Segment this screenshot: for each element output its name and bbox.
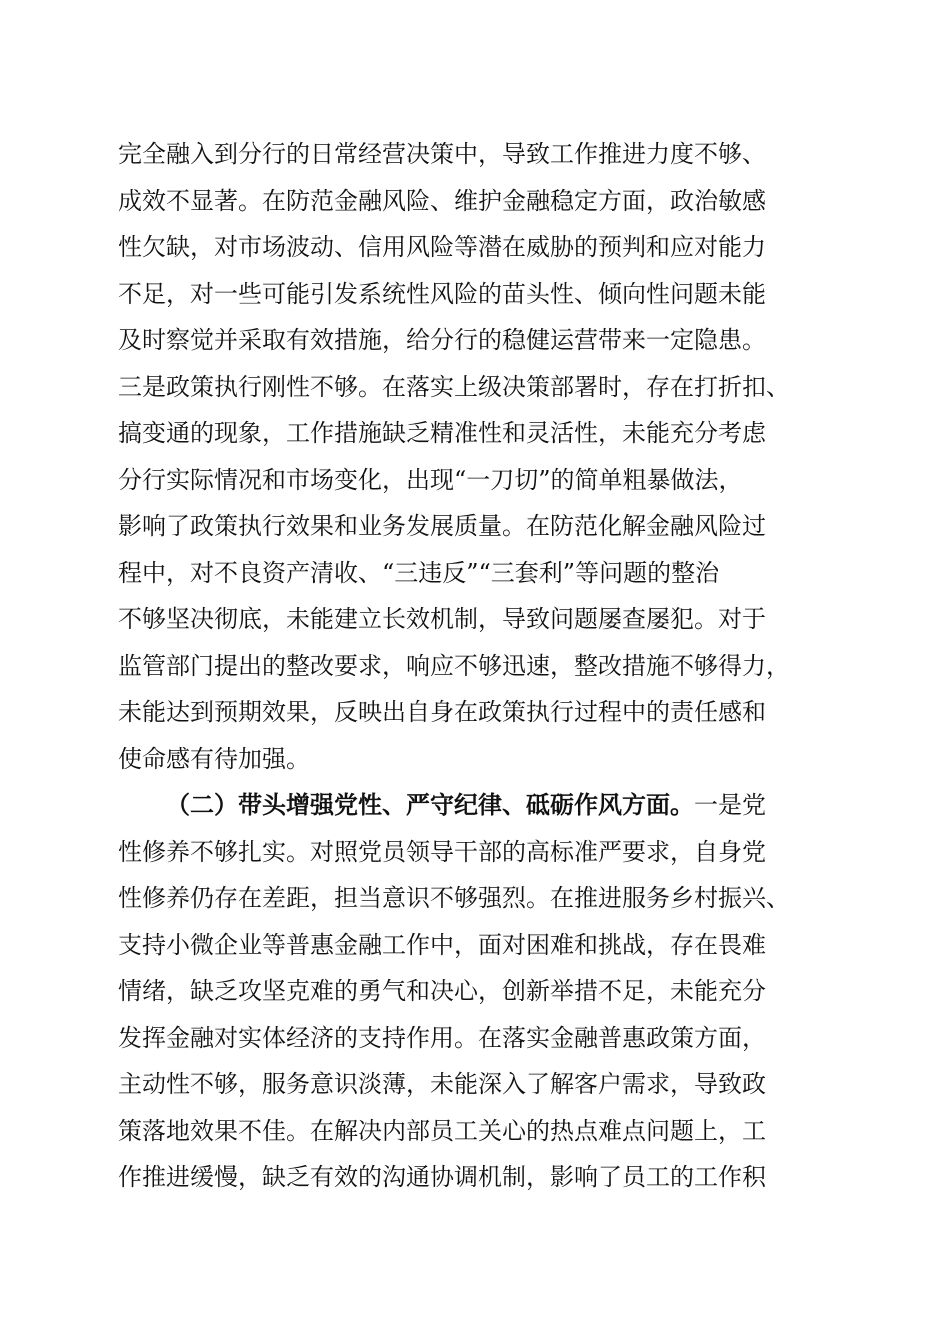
body-line: 主动性不够，服务意识淡薄，未能深入了解客户需求，导致政 [118,1070,766,1098]
body-line: 未能达到预期效果，反映出自身在政策执行过程中的责任感和 [118,698,766,726]
body-line: 性修养不够扎实。对照党员领导干部的高标准严要求，自身党 [118,838,766,866]
body-line: 及时察觉并采取有效措施，给分行的稳健运营带来一定隐患。 [118,326,766,354]
body-line: 影响了政策执行效果和业务发展质量。在防范化解金融风险过 [118,512,766,540]
section-heading: （二）带头增强党性、严守纪律、砥砺作风方面。 [166,790,694,819]
body-line: 分行实际情况和市场变化，出现“一刀切”的简单粗暴做法， [118,466,743,494]
body-line: 性欠缺，对市场波动、信用风险等潜在威胁的预判和应对能力 [118,233,766,261]
body-line: 发挥金融对实体经济的支持作用。在落实金融普惠政策方面， [118,1024,766,1052]
body-line: 策落地效果不佳。在解决内部员工关心的热点难点问题上，工 [118,1117,766,1145]
body-line: 情绪，缺乏攻坚克难的勇气和决心，创新举措不足，未能充分 [118,977,766,1005]
section-heading-tail: 一是党 [694,791,766,819]
body-line: 搞变通的现象，工作措施缺乏精准性和灵活性，未能充分考虑 [118,419,766,447]
body-line: 完全融入到分行的日常经营决策中，导致工作推进力度不够、 [118,140,766,168]
body-line: 使命感有待加强。 [118,745,310,773]
body-line: 作推进缓慢，缺乏有效的沟通协调机制，影响了员工的工作积 [118,1163,766,1191]
body-line: 不足，对一些可能引发系统性风险的苗头性、倾向性问题未能 [118,280,766,308]
body-line: 程中，对不良资产清收、“三违反”“三套利”等问题的整治 [118,559,720,587]
body-line: 支持小微企业等普惠金融工作中，面对困难和挑战，存在畏难 [118,931,766,959]
body-line: 性修养仍存在差距，担当意识不够强烈。在推进服务乡村振兴、 [118,884,790,912]
body-line: 监管部门提出的整改要求，响应不够迅速，整改措施不够得力， [118,652,790,680]
section-heading-line [166,785,766,825]
body-line: 成效不显著。在防范金融风险、维护金融稳定方面，政治敏感 [118,187,766,215]
body-line: 三是政策执行刚性不够。在落实上级决策部署时，存在打折扣、 [118,373,790,401]
body-line: 不够坚决彻底，未能建立长效机制，导致问题屡查屡犯。对于 [118,605,766,633]
